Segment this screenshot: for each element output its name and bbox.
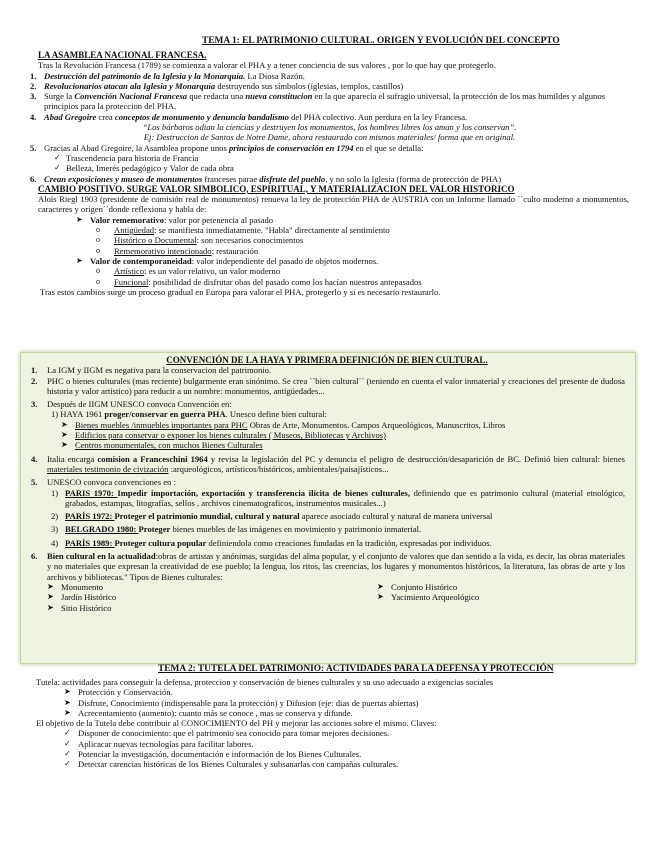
tema2-body bbox=[30, 677, 629, 770]
item-text: , y no solo la Iglesia (forma de protección de PHA) bbox=[325, 173, 502, 184]
bien-types-left bbox=[29, 582, 327, 613]
circle-bullet-icon: o bbox=[96, 276, 100, 286]
item-text: UNESCO convoca convenciones en : bbox=[47, 477, 176, 488]
type-text: Jardín Histórico bbox=[61, 592, 117, 603]
haya-item-1 bbox=[29, 365, 625, 375]
sub-text: : son necesarios conocimientos bbox=[196, 235, 304, 246]
item-text: Italia encarga bbox=[47, 453, 98, 464]
item-text: destruyendo sus símbolos (iglesias, templos, castillos) bbox=[215, 80, 404, 91]
arrow-icon: ➤ bbox=[76, 214, 83, 224]
clave-text: Disponer de conocimiento: que el patrimonio sea conocido para tomar mejores decisiones. bbox=[78, 728, 390, 739]
type-item bbox=[327, 582, 625, 592]
arrow-icon: ➤ bbox=[64, 687, 71, 697]
item-text: La IGM y IIGM es negativa para la conservacion del patrimonio. bbox=[47, 365, 272, 376]
check-item bbox=[30, 163, 629, 173]
item-number: 6. bbox=[30, 173, 37, 184]
sub-text: : es un valor relativo, un valor moderno bbox=[144, 266, 281, 277]
item-text: aparece asociado cultural y natural de manera universal bbox=[299, 511, 493, 522]
item-4 bbox=[30, 112, 629, 122]
item-text: Gracias al Abad Gregoire, la Asamblea propone unos bbox=[44, 142, 229, 153]
arrow-icon: ➤ bbox=[61, 419, 68, 429]
type-text: Conjunto Histórico bbox=[391, 581, 458, 592]
item-number: 5. bbox=[31, 477, 38, 488]
item-text: Después de IIGM UNESCO convoca Convención en: bbox=[47, 399, 232, 410]
unesco-1980 bbox=[29, 524, 625, 534]
item-3 bbox=[30, 91, 629, 112]
item-number: 2. bbox=[30, 80, 37, 91]
valor-label: Valor rememorativo bbox=[90, 214, 165, 225]
item-emphasis: Bien cultural en la actualidad bbox=[47, 551, 156, 562]
unesco-1972 bbox=[29, 511, 625, 521]
check-item bbox=[30, 153, 629, 163]
haya-1961 bbox=[29, 409, 625, 419]
sub-label: Rememorativo intencionado bbox=[114, 245, 212, 256]
valor-text: : valor independiente del pasado de objetos modernos. bbox=[191, 255, 379, 266]
type-item bbox=[327, 592, 625, 602]
cambio-heading: CAMBIO POSITIVO. SURGE VALOR SIMBOLICO, ESPIRITUAL, Y MATERIALIZACION DEL VALOR HISTORICO bbox=[38, 183, 515, 194]
item-text: y revisa la legislación del PC y denuncia el peligro de destrucción/desaparición de BC. Definió bien cultural: bienes bbox=[207, 453, 625, 464]
arrow-icon: ➤ bbox=[377, 581, 384, 591]
sub-item bbox=[30, 266, 629, 276]
sub-text: : posibilidad de disfrutar obas del pasado como los hacían nuestros antepasados bbox=[148, 276, 422, 287]
type-item bbox=[29, 582, 327, 592]
type-item bbox=[29, 592, 327, 602]
item-text: :obras de artistas y anónimas, surgidas del alma popular, y el conjunto de valores que dan sentido a la vida, es decir, las obras materiales y no materiales que expresan la creatividad de ese pueblo; la lengua, los ritos, las creencias, los lugares y monumentos históricos, la literatura, las obras de arte y los archivos y bibliotecas." Tipos de Bienes culturales: bbox=[47, 551, 625, 582]
arrow-icon: ➤ bbox=[47, 592, 54, 602]
haya-sub bbox=[29, 420, 625, 430]
asamblea-heading: LA ASAMBLEA NACIONAL FRANCESA. bbox=[38, 50, 207, 60]
item-emphasis: Impedir importación, exportación y transferencia ilícita de bienes culturales, bbox=[117, 487, 410, 498]
sub-label: Bienes muebles /inmuebles importantes para PHC bbox=[75, 419, 248, 430]
unesco-1970 bbox=[29, 488, 625, 509]
bien-types bbox=[29, 582, 625, 613]
item-label: BELGRADO 1980: bbox=[65, 524, 139, 535]
haya-box bbox=[20, 352, 636, 664]
item-text: bienes muebles de las imágenes en movimiento y patrimonio inmaterial. bbox=[170, 524, 422, 535]
item-number: 4. bbox=[30, 111, 37, 122]
clave-item bbox=[30, 728, 629, 738]
item-text: 1) HAYA 1961 bbox=[51, 409, 105, 420]
arrow-icon: ➤ bbox=[47, 581, 54, 591]
tutela-item bbox=[30, 687, 629, 697]
valor-text: : valor por petenencia al pasado bbox=[164, 214, 274, 225]
haya-sub bbox=[29, 430, 625, 440]
item-emphasis: principios de conservación en 1794 bbox=[228, 142, 354, 153]
item-label: PARÍS 1972: bbox=[65, 511, 115, 522]
item-text: definiendola como creaciones fundadas en la tradición, expresadas por individuos. bbox=[206, 537, 492, 548]
valor-label: Valor de contemporaneidad bbox=[90, 255, 192, 266]
item-text: que redacta una bbox=[187, 91, 246, 102]
sub-item bbox=[30, 277, 629, 287]
item-number: 1. bbox=[30, 70, 37, 81]
sub-item bbox=[30, 235, 629, 245]
item-text: Surge la bbox=[44, 91, 75, 102]
item-emphasis: comision a Franceschini 1964 bbox=[97, 453, 208, 464]
type-item bbox=[29, 603, 327, 613]
arrow-icon: ➤ bbox=[64, 697, 71, 707]
haya-item-2 bbox=[29, 376, 625, 397]
quote-barbaros: “Los bárbaros odian la ciencias y destruyen los monumentos, los hombres libres los aman y los conservan”. bbox=[142, 122, 517, 133]
item-1 bbox=[30, 71, 629, 81]
asamblea-intro: Tras la Revolución Francesa (1789) se comienza a valorar el PHA y a tener conciencia de sus valores , por lo que hay que protegerlo. bbox=[38, 60, 496, 71]
item-number: 5. bbox=[30, 142, 37, 153]
item-emphasis: Revolucionarios atacan ala Iglesia y Monarquía bbox=[44, 80, 216, 91]
clave-item bbox=[30, 759, 629, 769]
circle-bullet-icon: o bbox=[96, 235, 100, 245]
tema1-body bbox=[30, 50, 629, 297]
item-text: La Diosa Razón. bbox=[245, 70, 305, 81]
valor-contemporaneidad bbox=[30, 256, 629, 266]
haya-sub bbox=[29, 440, 625, 450]
tema1-title: TEMA 1: EL PATRIMONIO CULTURAL. ORIGEN Y EVOLUCIÓN DEL CONCEPTO bbox=[202, 36, 560, 46]
item-text: del PHA colectivo. Aun perdura en la ley Francesa. bbox=[288, 111, 468, 122]
item-6 bbox=[30, 174, 629, 184]
item-text: . Unesco define bien cultural: bbox=[225, 409, 327, 420]
arrow-icon: ➤ bbox=[47, 602, 54, 612]
item-emphasis: conceptos de monumento y denuncia bandalismo bbox=[114, 111, 289, 122]
item-number: 4) bbox=[51, 537, 59, 548]
type-text: Yacimiento Arqueológico bbox=[391, 592, 480, 603]
sub-label: Centros monumentales, con muchos Bienes Culturales bbox=[75, 440, 263, 451]
valor-rememorativo bbox=[30, 215, 629, 225]
haya-item-5 bbox=[29, 477, 625, 487]
item-number: 3) bbox=[51, 524, 59, 535]
sub-label: Histórico o Documental bbox=[114, 235, 197, 246]
item-emphasis: Crean exposiciones y museo de monumentos bbox=[44, 173, 203, 184]
item-number: 1) bbox=[51, 487, 59, 498]
closing-text: Tras estos cambios surge un proceso gradual en Europa para valorar el PHA, protegerlo y si es necesario restaurarlo. bbox=[40, 286, 441, 297]
tutela-intro: Tutela: actividades para conseguir la defensa, proteccion y conservación de bienes culturales y su uso adecuado a exigencias sociales bbox=[36, 677, 494, 687]
sub-label: Funcional bbox=[114, 276, 149, 287]
clave-item bbox=[30, 739, 629, 749]
tutela-text: Acrecentamiento (aumento): cuanto más se conoce , mas se conserva y difunde. bbox=[78, 707, 353, 718]
tutela-text: Protección y Conservación. bbox=[78, 687, 173, 698]
item-emphasis: Convención Nacional Francesa bbox=[74, 91, 188, 102]
item-number: 3. bbox=[30, 91, 37, 102]
item-text: en el que se detalla: bbox=[353, 142, 424, 153]
item-label: PARÍS 1989: bbox=[65, 537, 115, 548]
tutela-item bbox=[30, 698, 629, 708]
item-emphasis: nueva constitucion bbox=[245, 91, 313, 102]
item-emphasis: proger/conservar en guerra PHA bbox=[104, 409, 226, 420]
item-text: en la que aparecía el sufragio universal, la protección de los mas humildes y algunos principios para la proteccion del PHA. bbox=[44, 91, 605, 112]
circle-bullet-icon: o bbox=[96, 225, 100, 235]
haya-item-6 bbox=[29, 551, 625, 582]
sub-item bbox=[30, 225, 629, 235]
check-icon: ✓ bbox=[54, 152, 61, 162]
item-label: PARIS 1970: bbox=[65, 487, 118, 498]
item-2 bbox=[30, 81, 629, 91]
sub-text: : se manifiesta inmediatamente. "Habla" directamente al sentimiento bbox=[154, 225, 390, 236]
check-icon: ✓ bbox=[54, 163, 61, 173]
sub-text: Obras de Arte, Monumentos. Campos Arqueológicos, Manuscritos, Libros bbox=[247, 419, 506, 430]
item-number: 4. bbox=[31, 453, 38, 464]
item-number: 1. bbox=[31, 365, 38, 376]
check-text: Belleza, Imerés pedagógico y Valor de cada obra bbox=[66, 163, 234, 174]
haya-item-3 bbox=[29, 399, 625, 409]
clave-item bbox=[30, 749, 629, 759]
item-text: definiendo que es patrimonio cultural (material etnológico, grabados, estampas, litografías, sellos , archivos cinematograficos, instrumentos musicales...) bbox=[65, 487, 625, 508]
type-text: Monumento bbox=[61, 581, 104, 592]
item-emphasis: disfrute del pueblo bbox=[259, 173, 326, 184]
item-emphasis: Destrucción del patrimonio de la Iglesia y la Monarquía. bbox=[44, 70, 246, 81]
check-text: Trascendencia para historia de Francia bbox=[66, 152, 199, 163]
tutela-item bbox=[30, 708, 629, 718]
item-number: 3. bbox=[31, 399, 38, 410]
check-icon: ✓ bbox=[64, 728, 71, 738]
item-emphasis: Abad Gregoire bbox=[44, 111, 97, 122]
arrow-icon: ➤ bbox=[61, 430, 68, 440]
sub-label: Artístico bbox=[114, 266, 145, 277]
item-text: franceses parae bbox=[202, 173, 260, 184]
riegl-paragraph: Aloïs Riegl 1903 (presidente de comisión real de monumentos) renueva la ley de protección PHA de AUSTRIA con un Informe llamado ``culto moderno a monumentos, caracteres y origen´´donde reflexiona y habla de: bbox=[38, 194, 629, 215]
item-number: 6. bbox=[31, 551, 38, 562]
bien-types-right bbox=[327, 582, 625, 613]
item-emphasis: Proteger el patrimonio mundial, cultural y natural bbox=[114, 511, 300, 522]
item-number: 2) bbox=[51, 511, 59, 522]
arrow-icon: ➤ bbox=[61, 440, 68, 450]
clave-text: Potenciar la investigación, documentación e información de los Bienes Culturales. bbox=[78, 749, 362, 760]
circle-bullet-icon: o bbox=[96, 245, 100, 255]
item-5 bbox=[30, 143, 629, 153]
item-text: PHC o bienes culturales (mas reciente) bulgarmente eran sinónimo. Se crea ``bien cultural´´ (teniendo en cuenta el valor inmaterial y creaciones del presente de dudosa historia y valor artistico) para reducir a un nombre: monumentos, antigüedades... bbox=[47, 375, 625, 396]
haya-item-4 bbox=[29, 454, 625, 475]
haya-content bbox=[29, 355, 625, 613]
item-text: crea bbox=[96, 111, 115, 122]
quote-notre-dame: Ej: Destruccion de Santos de Notre Dame, ahora restaurado con mismos materiales/ forma que en original. bbox=[143, 132, 516, 143]
sub-label: Edificios para conservar o exponer los bienes culturales ( Museos, Bibliotecas y Archivos) bbox=[75, 430, 386, 441]
item-text: :arqueológicos, artísticos/históricos, ambientales/paisajísticos... bbox=[168, 463, 389, 474]
arrow-icon: ➤ bbox=[64, 707, 71, 717]
type-text: Sitio Histórico bbox=[61, 602, 112, 613]
tema2-title: TEMA 2: TUTELA DEL PATRIMONIO: ACTIVIDADES PARA LA DEFENSA Y PROTECCIÓN bbox=[158, 664, 554, 674]
check-icon: ✓ bbox=[64, 759, 71, 769]
sub-item bbox=[30, 246, 629, 256]
arrow-icon: ➤ bbox=[377, 592, 384, 602]
sub-label: Antigüedad bbox=[114, 225, 155, 236]
tutela-objective: El objetivo de la Tutela debe contribuir al CONOCIMIENTO del PH y mejorar las acciones sobre el mismo. Claves: bbox=[36, 718, 437, 729]
tutela-text: Disfrute, Conocimiento (indispensable para la protección) y Difusion (eje: dias de puertas abiertas) bbox=[78, 697, 419, 708]
check-icon: ✓ bbox=[64, 738, 71, 748]
haya-heading: CONVENCIÓN DE LA HAYA Y PRIMERA DEFINICIÓN DE BIEN CULTURAL. bbox=[166, 355, 488, 365]
item-number: 2. bbox=[31, 375, 38, 386]
clave-text: Aplicacar nuevas tecnologías para facilitar labores. bbox=[78, 738, 254, 749]
item-emphasis: Proteger cultura popular bbox=[114, 537, 207, 548]
circle-bullet-icon: o bbox=[96, 266, 100, 276]
item-emphasis: Proteger bbox=[138, 524, 171, 535]
check-icon: ✓ bbox=[64, 749, 71, 759]
unesco-1989 bbox=[29, 538, 625, 548]
item-underline: materiales testimonio de civización bbox=[47, 463, 169, 474]
clave-text: Detectar carencias históricas de los Bienes Culturales y subsanarlas con campañas culturales. bbox=[78, 759, 399, 770]
arrow-icon: ➤ bbox=[76, 255, 83, 265]
sub-text: : restauración bbox=[211, 245, 259, 256]
